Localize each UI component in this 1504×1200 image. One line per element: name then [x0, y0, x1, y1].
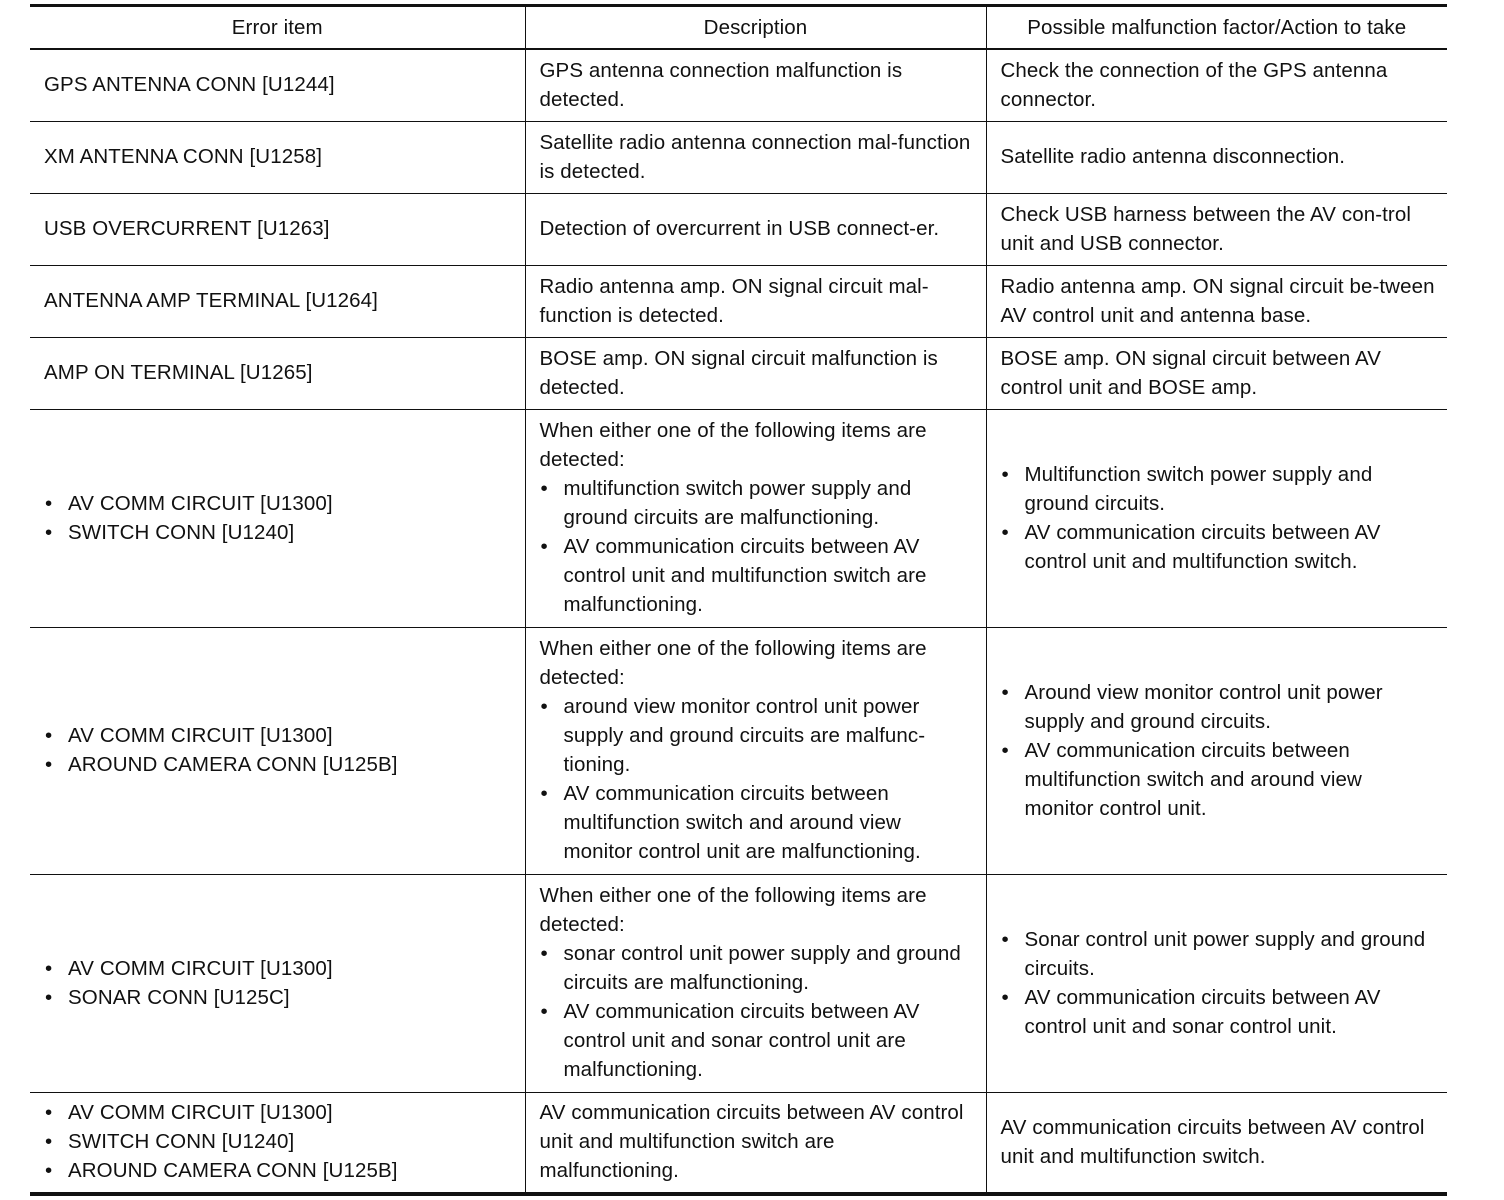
- action-cell: AV communication circuits between AV control unit and multifunction switch.: [986, 1092, 1447, 1194]
- description-intro: When either one of the following items are detected:: [539, 637, 927, 689]
- error-item-cell: AMP ON TERMINAL [U1265]: [30, 337, 525, 409]
- error-item-list: [44, 489, 513, 547]
- description-list: [540, 474, 974, 619]
- error-item-list-item: • AV COMM CIRCUIT [U1300]: [44, 721, 513, 750]
- error-item-list-item: • AROUND CAMERA CONN [U125B]: [44, 750, 513, 779]
- action-list-item: • Multifunction switch power supply and ground circuits.: [1001, 460, 1436, 518]
- action-list-item: • Sonar control unit power supply and ground circuits.: [1001, 925, 1436, 983]
- table-row: [30, 627, 1447, 874]
- description-cell: Radio antenna amp. ON signal circuit mal-function is detected.: [525, 265, 986, 337]
- error-item-list: [44, 721, 513, 779]
- table-row: [30, 193, 1447, 265]
- table-row: [30, 874, 1447, 1092]
- action-list: [1001, 678, 1436, 823]
- description-cell: GPS antenna connection malfunction is detected.: [525, 49, 986, 121]
- action-list-item: • Around view monitor control unit power supply and ground circuits.: [1001, 678, 1436, 736]
- error-item-list-item: • AROUND CAMERA CONN [U125B]: [44, 1156, 513, 1185]
- header-error-item: Error item: [30, 6, 525, 50]
- error-item-cell: ANTENNA AMP TERMINAL [U1264]: [30, 265, 525, 337]
- description-cell: Satellite radio antenna connection mal-function is detected.: [525, 121, 986, 193]
- error-item-list-item: • AV COMM CIRCUIT [U1300]: [44, 489, 513, 518]
- action-cell: BOSE amp. ON signal circuit between AV control unit and BOSE amp.: [986, 337, 1447, 409]
- description-list-item: • AV communication circuits between AV control unit and sonar control unit are malfunctioning.: [540, 997, 974, 1084]
- table-row: [30, 409, 1447, 627]
- table-row: [30, 49, 1447, 121]
- error-item-list-item: • SONAR CONN [U125C]: [44, 983, 513, 1012]
- error-item-list: [44, 954, 513, 1012]
- error-item-cell: USB OVERCURRENT [U1263]: [30, 193, 525, 265]
- header-description: Description: [525, 6, 986, 50]
- error-item-list-item: • AV COMM CIRCUIT [U1300]: [44, 954, 513, 983]
- table-row: [30, 121, 1447, 193]
- description-intro: When either one of the following items are detected:: [539, 884, 927, 936]
- error-item-list-item: • SWITCH CONN [U1240]: [44, 518, 513, 547]
- description-list-item: • around view monitor control unit power supply and ground circuits are malfunc-tioning.: [540, 692, 974, 779]
- action-cell: [986, 874, 1447, 1092]
- error-item-list-item: • SWITCH CONN [U1240]: [44, 1127, 513, 1156]
- error-item-cell: [30, 874, 525, 1092]
- description-list-item: • AV communication circuits between multifunction switch and around view monitor control unit are malfunctioning.: [540, 779, 974, 866]
- action-cell: [986, 627, 1447, 874]
- description-list-item: • sonar control unit power supply and ground circuits are malfunctioning.: [540, 939, 974, 997]
- error-item-table: [30, 4, 1447, 1196]
- action-list: [1001, 925, 1436, 1041]
- action-list-item: • AV communication circuits between multifunction switch and around view monitor control unit.: [1001, 736, 1436, 823]
- description-cell: [525, 874, 986, 1092]
- description-intro: When either one of the following items are detected:: [539, 419, 927, 471]
- description-cell: Detection of overcurrent in USB connect-er.: [525, 193, 986, 265]
- action-list-item: • AV communication circuits between AV control unit and sonar control unit.: [1001, 983, 1436, 1041]
- action-cell: [986, 409, 1447, 627]
- description-cell: BOSE amp. ON signal circuit malfunction is detected.: [525, 337, 986, 409]
- action-list: [1001, 460, 1436, 576]
- error-item-cell: GPS ANTENNA CONN [U1244]: [30, 49, 525, 121]
- description-list: [540, 692, 974, 866]
- header-action: Possible malfunction factor/Action to take: [986, 6, 1447, 50]
- error-item-cell: [30, 627, 525, 874]
- action-cell: Check USB harness between the AV con-trol unit and USB connector.: [986, 193, 1447, 265]
- description-cell: [525, 409, 986, 627]
- error-item-cell: XM ANTENNA CONN [U1258]: [30, 121, 525, 193]
- table-row: [30, 337, 1447, 409]
- description-cell: AV communication circuits between AV control unit and multifunction switch are malfunctioning.: [525, 1092, 986, 1194]
- error-item-list-item: • AV COMM CIRCUIT [U1300]: [44, 1098, 513, 1127]
- action-cell: Satellite radio antenna disconnection.: [986, 121, 1447, 193]
- description-list: [540, 939, 974, 1084]
- description-list-item: • AV communication circuits between AV control unit and multifunction switch are malfunctioning.: [540, 532, 974, 619]
- description-cell: [525, 627, 986, 874]
- action-cell: Check the connection of the GPS antenna connector.: [986, 49, 1447, 121]
- table-row: [30, 1092, 1447, 1194]
- description-list-item: • multifunction switch power supply and ground circuits are malfunctioning.: [540, 474, 974, 532]
- action-cell: Radio antenna amp. ON signal circuit be-tween AV control unit and antenna base.: [986, 265, 1447, 337]
- error-item-list: [44, 1098, 513, 1185]
- error-item-cell: [30, 409, 525, 627]
- action-list-item: • AV communication circuits between AV control unit and multifunction switch.: [1001, 518, 1436, 576]
- error-item-cell: [30, 1092, 525, 1194]
- table-row: [30, 265, 1447, 337]
- table-header-row: [30, 6, 1447, 50]
